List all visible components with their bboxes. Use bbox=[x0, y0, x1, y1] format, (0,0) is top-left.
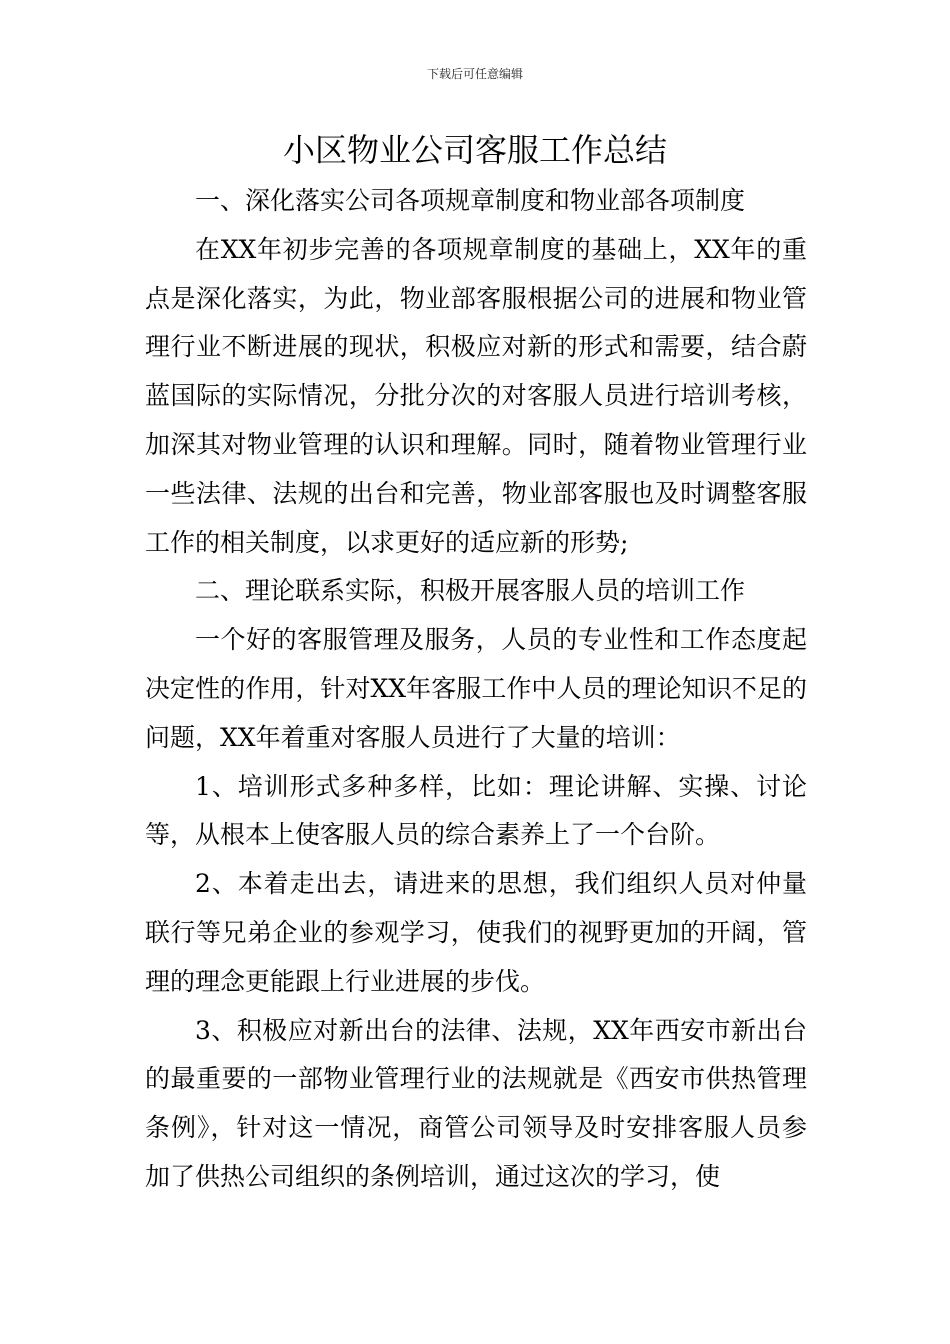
document-title: 小区物业公司客服工作总结 bbox=[282, 131, 667, 169]
header-note: 下载后可任意编辑 bbox=[426, 67, 523, 81]
list-item-3: 3、积极应对新出台的法律、法规，XX年西安市新出台的最重要的一部物业管理行业的法规就是《西安市供热管理条例》，针对这一情况，商管公司领导及时安排客服人员参加了供热公司组织的条例培训，通过这次的学习，使 bbox=[145, 1015, 807, 1191]
section-heading-2: 二、理论联系实际，积极开展客服人员的培训工作 bbox=[195, 576, 746, 606]
body-paragraph-1: 在XX年初步完善的各项规章制度的基础上，XX年的重点是深化落实，为此，物业部客服根据公司的进展和物业管理行业不断进展的现状，积极应对新的形式和需要，结合蔚蓝国际的实际情况，分批分次的对客服人员进行培训考核，加深其对物业管理的认识和理解。同时，随着物业管理行业一些法律、法规的出台和完善，物业部客服也及时调整客服工作的相关制度，以求更好的适应新的形势; bbox=[145, 234, 807, 557]
list-item-1: 1、培训形式多种多样，比如：理论讲解、实操、讨论等，从根本上使客服人员的综合素养上了一个台阶。 bbox=[145, 771, 807, 850]
list-item-2: 2、本着走出去，请进来的思想，我们组织人员对仲量联行等兄弟企业的参观学习，使我们的视野更加的开阔，管理的理念更能跟上行业进展的步伐。 bbox=[145, 869, 807, 996]
document-body bbox=[145, 177, 807, 1202]
body-paragraph-2: 一个好的客服管理及服务，人员的专业性和工作态度起决定性的作用，针对XX年客服工作中人员的理论知识不足的问题，XX年着重对客服人员进行了大量的培训： bbox=[145, 625, 807, 752]
section-heading-1: 一、深化落实公司各项规章制度和物业部各项制度 bbox=[195, 186, 746, 215]
